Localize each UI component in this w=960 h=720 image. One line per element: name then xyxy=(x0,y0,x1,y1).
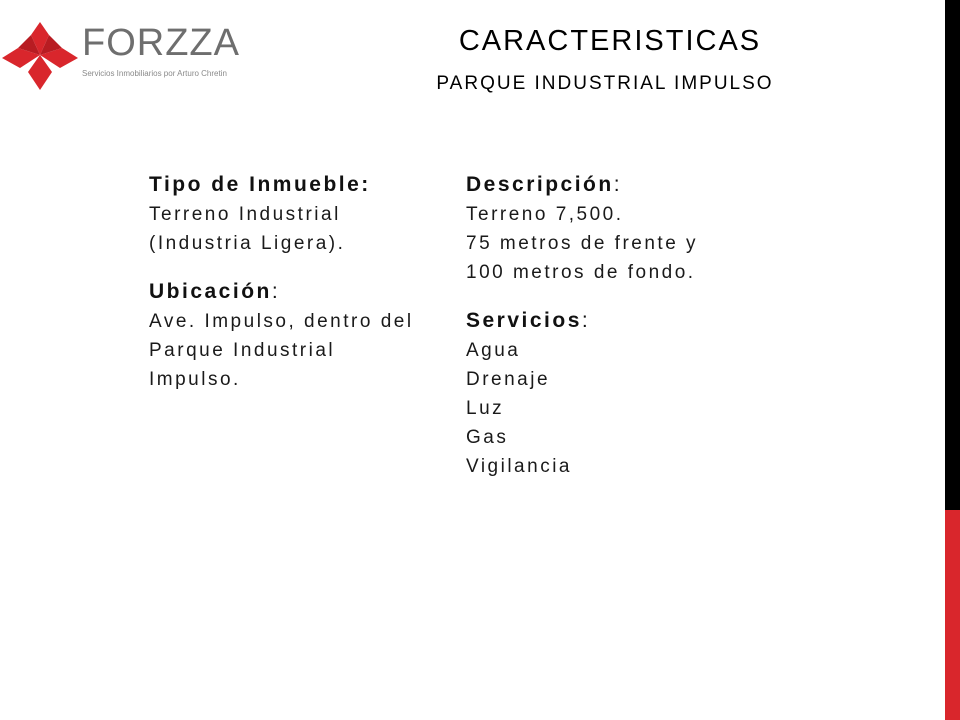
tipo-heading: Tipo de Inmueble: xyxy=(149,173,371,196)
left-column xyxy=(149,170,449,394)
descripcion-line-2: 75 metros de frente y xyxy=(466,233,699,254)
descripcion-line-3: 100 metros de fondo. xyxy=(466,262,696,283)
right-column xyxy=(466,170,786,481)
servicio-item: Luz xyxy=(466,398,505,419)
forzza-star-icon xyxy=(0,18,80,92)
ubicacion-line-2: Parque Industrial xyxy=(149,340,336,361)
servicio-item: Drenaje xyxy=(466,369,551,390)
forzza-logo xyxy=(0,18,260,98)
servicio-item: Gas xyxy=(466,427,509,448)
ubicacion-line-1: Ave. Impulso, dentro del xyxy=(149,311,414,332)
tipo-line-1: Terreno Industrial xyxy=(149,204,341,225)
tipo-line-2: (Industria Ligera). xyxy=(149,233,346,254)
servicio-item: Vigilancia xyxy=(466,456,572,477)
logo-tagline: Servicios Inmobiliarios por Arturo Chretin xyxy=(82,69,227,78)
descripcion-line-1: Terreno 7,500. xyxy=(466,204,624,225)
servicio-item: Agua xyxy=(466,340,521,361)
side-bar-red xyxy=(945,510,960,720)
logo-wordmark: FORZZA xyxy=(82,22,240,64)
ubicacion-line-3: Impulso. xyxy=(149,369,241,390)
servicios-heading: Servicios: xyxy=(466,309,591,332)
descripcion-heading: Descripción: xyxy=(466,173,623,196)
side-bar-black xyxy=(945,0,960,510)
ubicacion-heading: Ubicación: xyxy=(149,280,281,303)
slide-title: CARACTERISTICAS xyxy=(458,25,762,57)
slide-subtitle: PARQUE INDUSTRIAL IMPULSO xyxy=(436,73,774,94)
